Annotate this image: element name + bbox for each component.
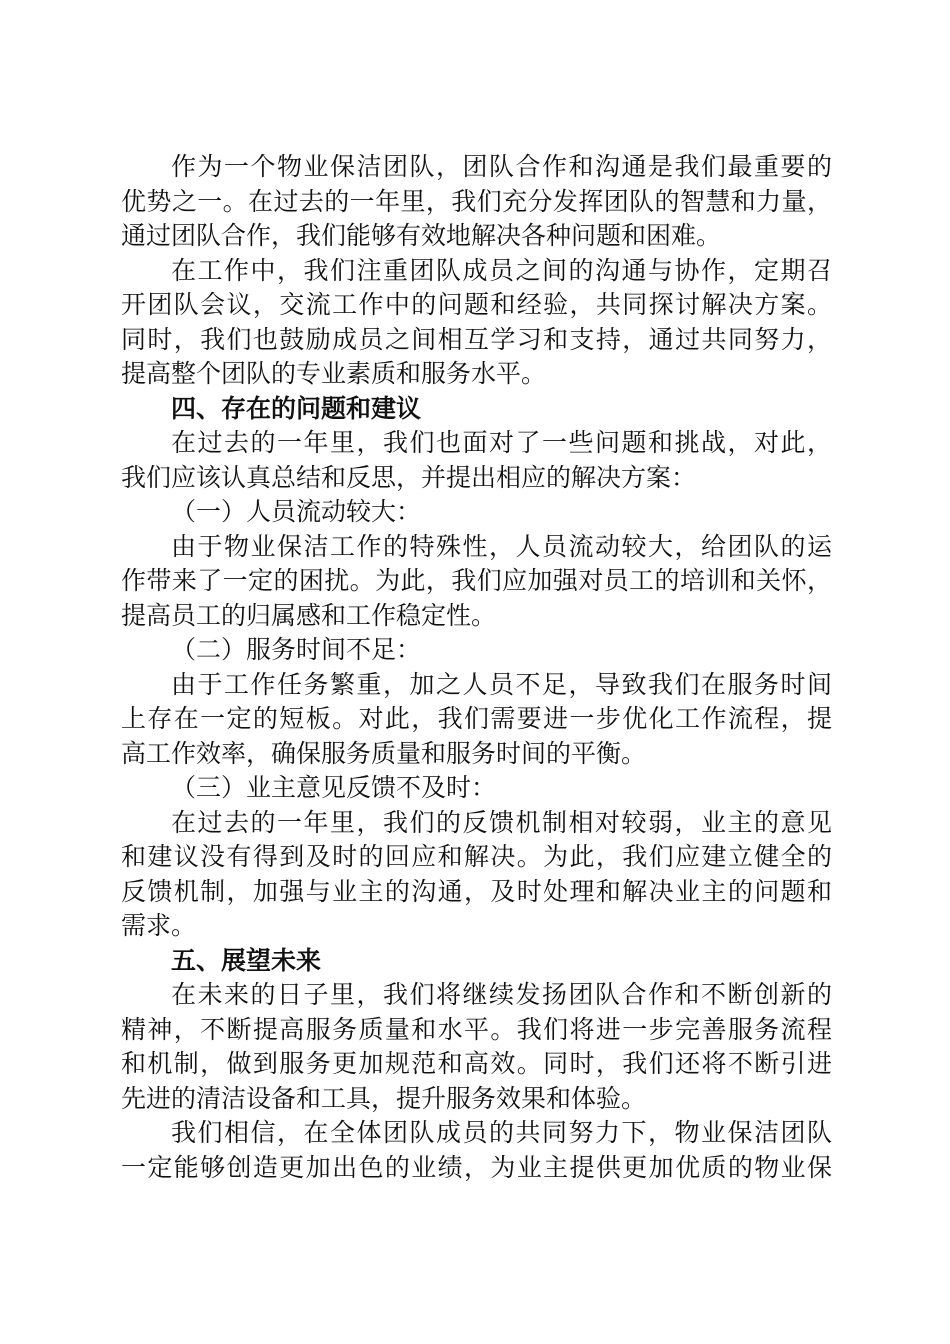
paragraph-line: 提高整个团队的专业素质和服务水平。 (121, 359, 547, 388)
paragraph-line: 由于工作任务繁重，加之人员不足，导致我们在服务时间 (171, 669, 832, 699)
paragraph-line: 优势之一。在过去的一年里，我们充分发挥团队的智慧和力量， (121, 186, 832, 216)
paragraph-line: 和机制，做到服务更加规范和高效。同时，我们还将不断引进 (121, 1049, 832, 1078)
paragraph-line: 通过团队合作，我们能够有效地解决各种问题和困难。 (121, 221, 722, 250)
paragraph-line: 在过去的一年里，我们也面对了一些问题和挑战，对此， (171, 428, 832, 457)
section-heading: 四、存在的问题和建议 (171, 393, 422, 423)
paragraph-line: 在过去的一年里，我们的反馈机制相对较弱，业主的意见 (171, 807, 832, 837)
paragraph-line: 高工作效率，确保服务质量和服务时间的平衡。 (121, 738, 647, 768)
paragraph-line: 精神，不断提高服务质量和水平。我们将进一步完善服务流程 (121, 1014, 832, 1044)
paragraph-line: 在未来的日子里，我们将继续发扬团队合作和不断创新的 (171, 980, 832, 1009)
paragraph-line: 我们相信，在全体团队成员的共同努力下，物业保洁团队 (171, 1118, 832, 1147)
paragraph-line: 开团队会议，交流工作中的问题和经验，共同探讨解决方案。 (121, 290, 832, 319)
subsection-heading: （二）服务时间不足： (171, 635, 422, 664)
subsection-heading: （一）人员流动较大： (171, 497, 422, 526)
paragraph-line: 提高员工的归属感和工作稳定性。 (121, 600, 497, 630)
paragraph-line: 作带来了一定的困扰。为此，我们应加强对员工的培训和关怀， (121, 566, 832, 595)
paragraph-line: 上存在一定的短板。对此，我们需要进一步优化工作流程，提 (121, 704, 832, 733)
section-heading: 五、展望未来 (171, 945, 322, 975)
paragraph-line: 需求。 (121, 911, 197, 940)
paragraph-line: 同时，我们也鼓励成员之间相互学习和支持，通过共同努力， (121, 324, 832, 354)
subsection-heading: （三）业主意见反馈不及时： (171, 773, 497, 802)
paragraph-line: 我们应该认真总结和反思，并提出相应的解决方案： (121, 462, 697, 492)
paragraph-line: 在工作中，我们注重团队成员之间的沟通与协作，定期召 (171, 255, 832, 285)
paragraph-line: 和建议没有得到及时的回应和解决。为此，我们应建立健全的 (121, 842, 832, 871)
paragraph-line: 由于物业保洁工作的特殊性，人员流动较大，给团队的运 (171, 531, 832, 561)
paragraph-line: 作为一个物业保洁团队，团队合作和沟通是我们最重要的 (171, 152, 832, 181)
paragraph-line: 先进的清洁设备和工具，提升服务效果和体验。 (121, 1083, 647, 1113)
document-body (121, 150, 832, 1185)
paragraph-line: 反馈机制，加强与业主的沟通，及时处理和解决业主的问题和 (121, 876, 832, 906)
paragraph-line: 一定能够创造更加出色的业绩，为业主提供更加优质的物业保 (121, 1152, 832, 1182)
